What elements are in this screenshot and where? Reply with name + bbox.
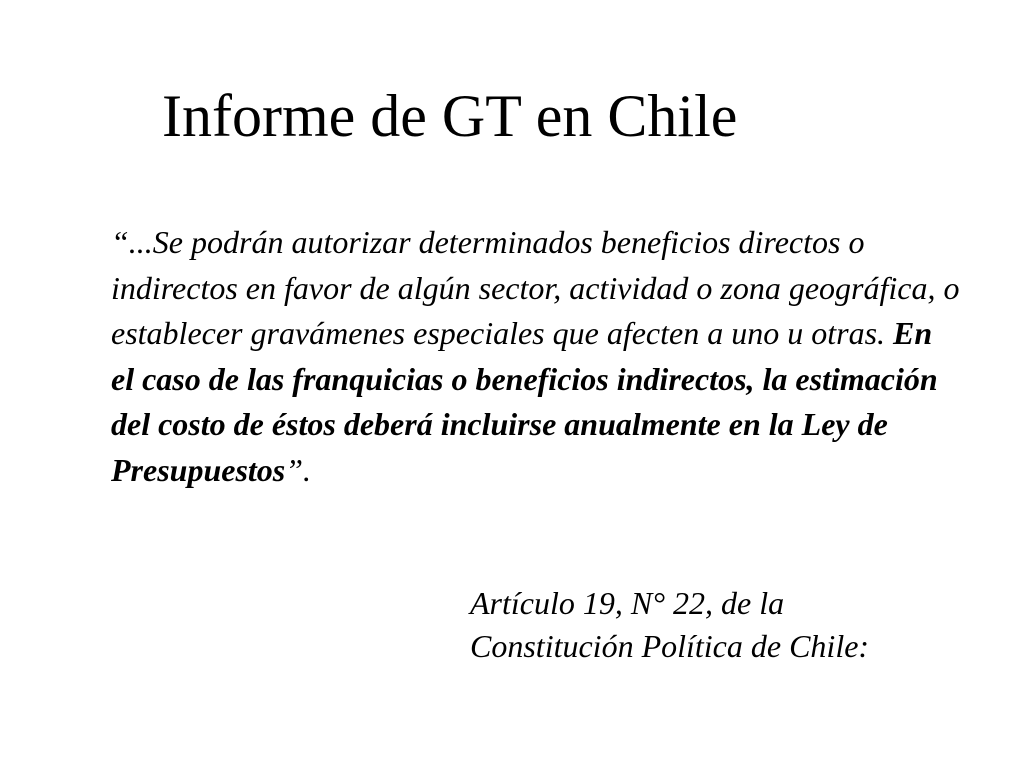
slide-title: Informe de GT en Chile	[162, 83, 738, 149]
citation-line-2: Constitución Política de Chile:	[470, 628, 870, 664]
quote-citation	[470, 582, 990, 668]
constitution-quote	[111, 220, 961, 494]
quote-closing-text: ”.	[285, 451, 312, 488]
citation-line-1: Artículo 19, N° 22, de la	[470, 585, 785, 621]
quote-regular-text: “...Se podrán autorizar determinados beneficios directos o indirectos en favor de algún sector, actividad o zona geográfica, o establecer gravámenes especiales que afecten a uno u otras.	[111, 224, 960, 352]
quote-bold-text: En el caso de las franquicias o beneficios indirectos, la estimación del costo de éstos deberá incluirse anualmente en la Ley de Presupuestos	[111, 315, 938, 488]
